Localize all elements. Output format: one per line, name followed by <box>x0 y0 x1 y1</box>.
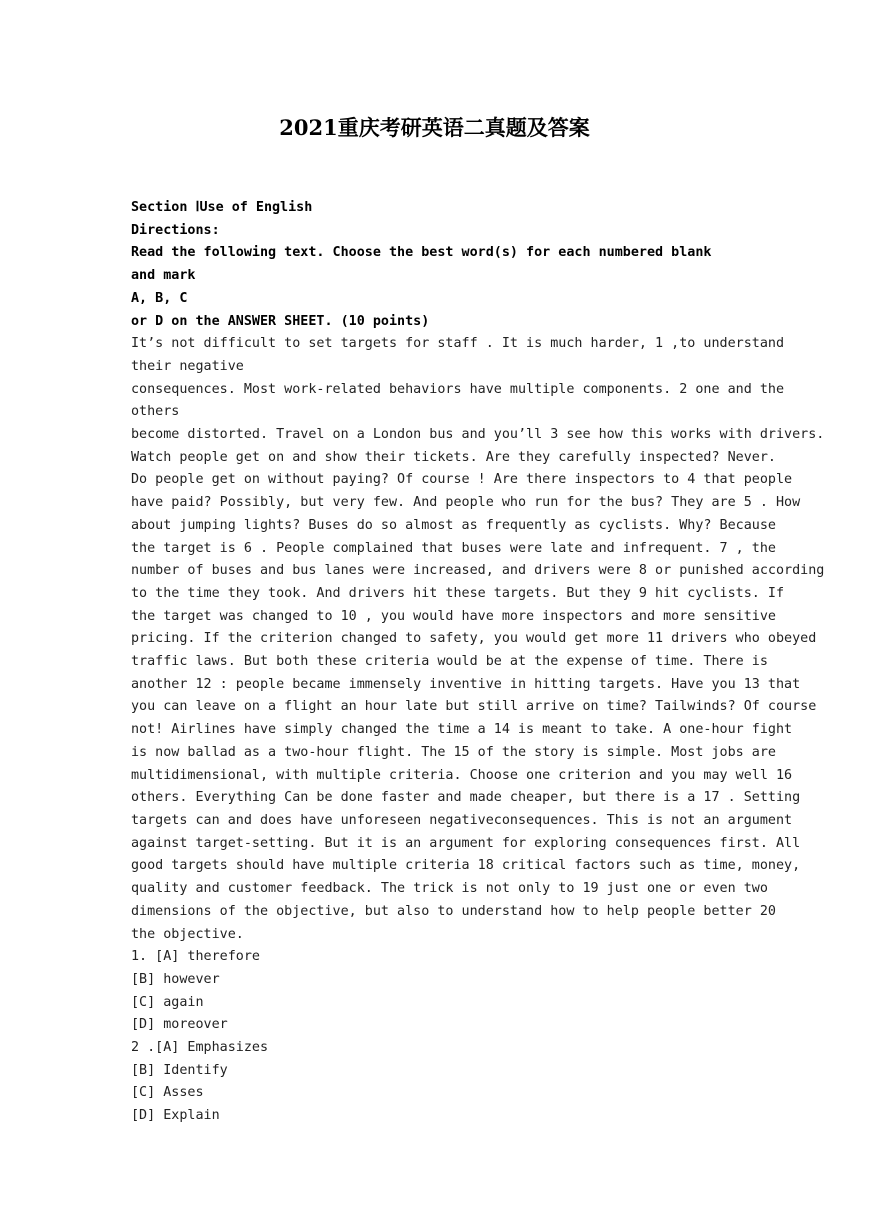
passage-line: number of buses and bus lanes were increased, and drivers were 8 or punished according <box>131 563 825 579</box>
answer-option: [C] Asses <box>131 1085 204 1101</box>
answer-option: 2 .[A] Emphasizes <box>131 1040 269 1056</box>
answer-option: [D] moreover <box>131 1017 228 1033</box>
instruction-line: or D on the ANSWER SHEET. (10 points) <box>131 313 430 329</box>
passage-line: multidimensional, with multiple criteria. Choose one criterion and you may well 16 <box>131 767 793 783</box>
passage-line: the target was changed to 10 , you would have more inspectors and more sensitive <box>131 608 776 624</box>
passage-line: the objective. <box>131 926 244 942</box>
instruction-line: A, B, C <box>131 290 188 306</box>
document-body <box>131 197 825 1128</box>
answer-option: [B] Identify <box>131 1062 228 1078</box>
passage-line: their negative <box>131 358 244 374</box>
section-heading: Section ⅠUse of English <box>131 200 313 215</box>
passage-line: targets can and does have unforeseen negativeconsequences. This is not an argument <box>131 812 793 828</box>
passage-line: about jumping lights? Buses do so almost as frequently as cyclists. Why? Because <box>131 517 776 533</box>
passage-line: pricing. If the criterion changed to safety, you would get more 11 drivers who obeyed <box>131 631 817 647</box>
passage-line: the target is 6 . People complained that buses were late and infrequent. 7 , the <box>131 540 776 556</box>
directions-label: Directions: <box>131 222 220 238</box>
passage-line: to the time they took. And drivers hit these targets. But they 9 hit cyclists. If <box>131 585 785 601</box>
passage-line: another 12 : people became immensely inventive in hitting targets. Have you 13 that <box>131 676 801 692</box>
passage-line: consequences. Most work-related behaviors have multiple components. 2 one and the <box>131 381 785 397</box>
passage-line: good targets should have multiple criteria 18 critical factors such as time, money, <box>131 858 801 874</box>
passage-line: not! Airlines have simply changed the time a 14 is meant to take. A one-hour fight <box>131 722 793 738</box>
passage-line: have paid? Possibly, but very few. And people who run for the bus? They are 5 . How <box>131 495 801 511</box>
reading-passage <box>131 333 825 946</box>
answer-option: [D] Explain <box>131 1108 220 1124</box>
passage-line: others <box>131 404 180 420</box>
passage-line: It’s not difficult to set targets for staff . It is much harder, 1 ,to understand <box>131 336 785 352</box>
answer-option: 1. [A] therefore <box>131 949 260 965</box>
answer-option: [C] again <box>131 994 204 1010</box>
answer-options <box>131 946 737 1128</box>
page-title: 2021重庆考研英语二真题及答案 <box>279 115 590 140</box>
instruction-line: Read the following text. Choose the best word(s) for each numbered blank and mark <box>131 245 712 284</box>
passage-line: become distorted. Travel on a London bus and you’ll 3 see how this works with drivers. <box>131 427 825 443</box>
passage-line: traffic laws. But both these criteria would be at the expense of time. There is <box>131 654 768 670</box>
passage-line: you can leave on a flight an hour late but still arrive on time? Tailwinds? Of course <box>131 699 817 715</box>
passage-line: others. Everything Can be done faster and made cheaper, but there is a 17 . Setting <box>131 790 801 806</box>
passage-line: Watch people get on and show their tickets. Are they carefully inspected? Never. <box>131 449 776 465</box>
answer-option: [B] however <box>131 971 220 987</box>
passage-line: against target-setting. But it is an argument for exploring consequences first. All <box>131 835 801 851</box>
passage-line: is now ballad as a two-hour flight. The 15 of the story is simple. Most jobs are <box>131 744 776 760</box>
passage-line: dimensions of the objective, but also to understand how to help people better 20 <box>131 903 776 919</box>
passage-line: Do people get on without paying? Of course ! Are there inspectors to 4 that people <box>131 472 793 488</box>
passage-line: quality and customer feedback. The trick is not only to 19 just one or even two <box>131 881 768 897</box>
